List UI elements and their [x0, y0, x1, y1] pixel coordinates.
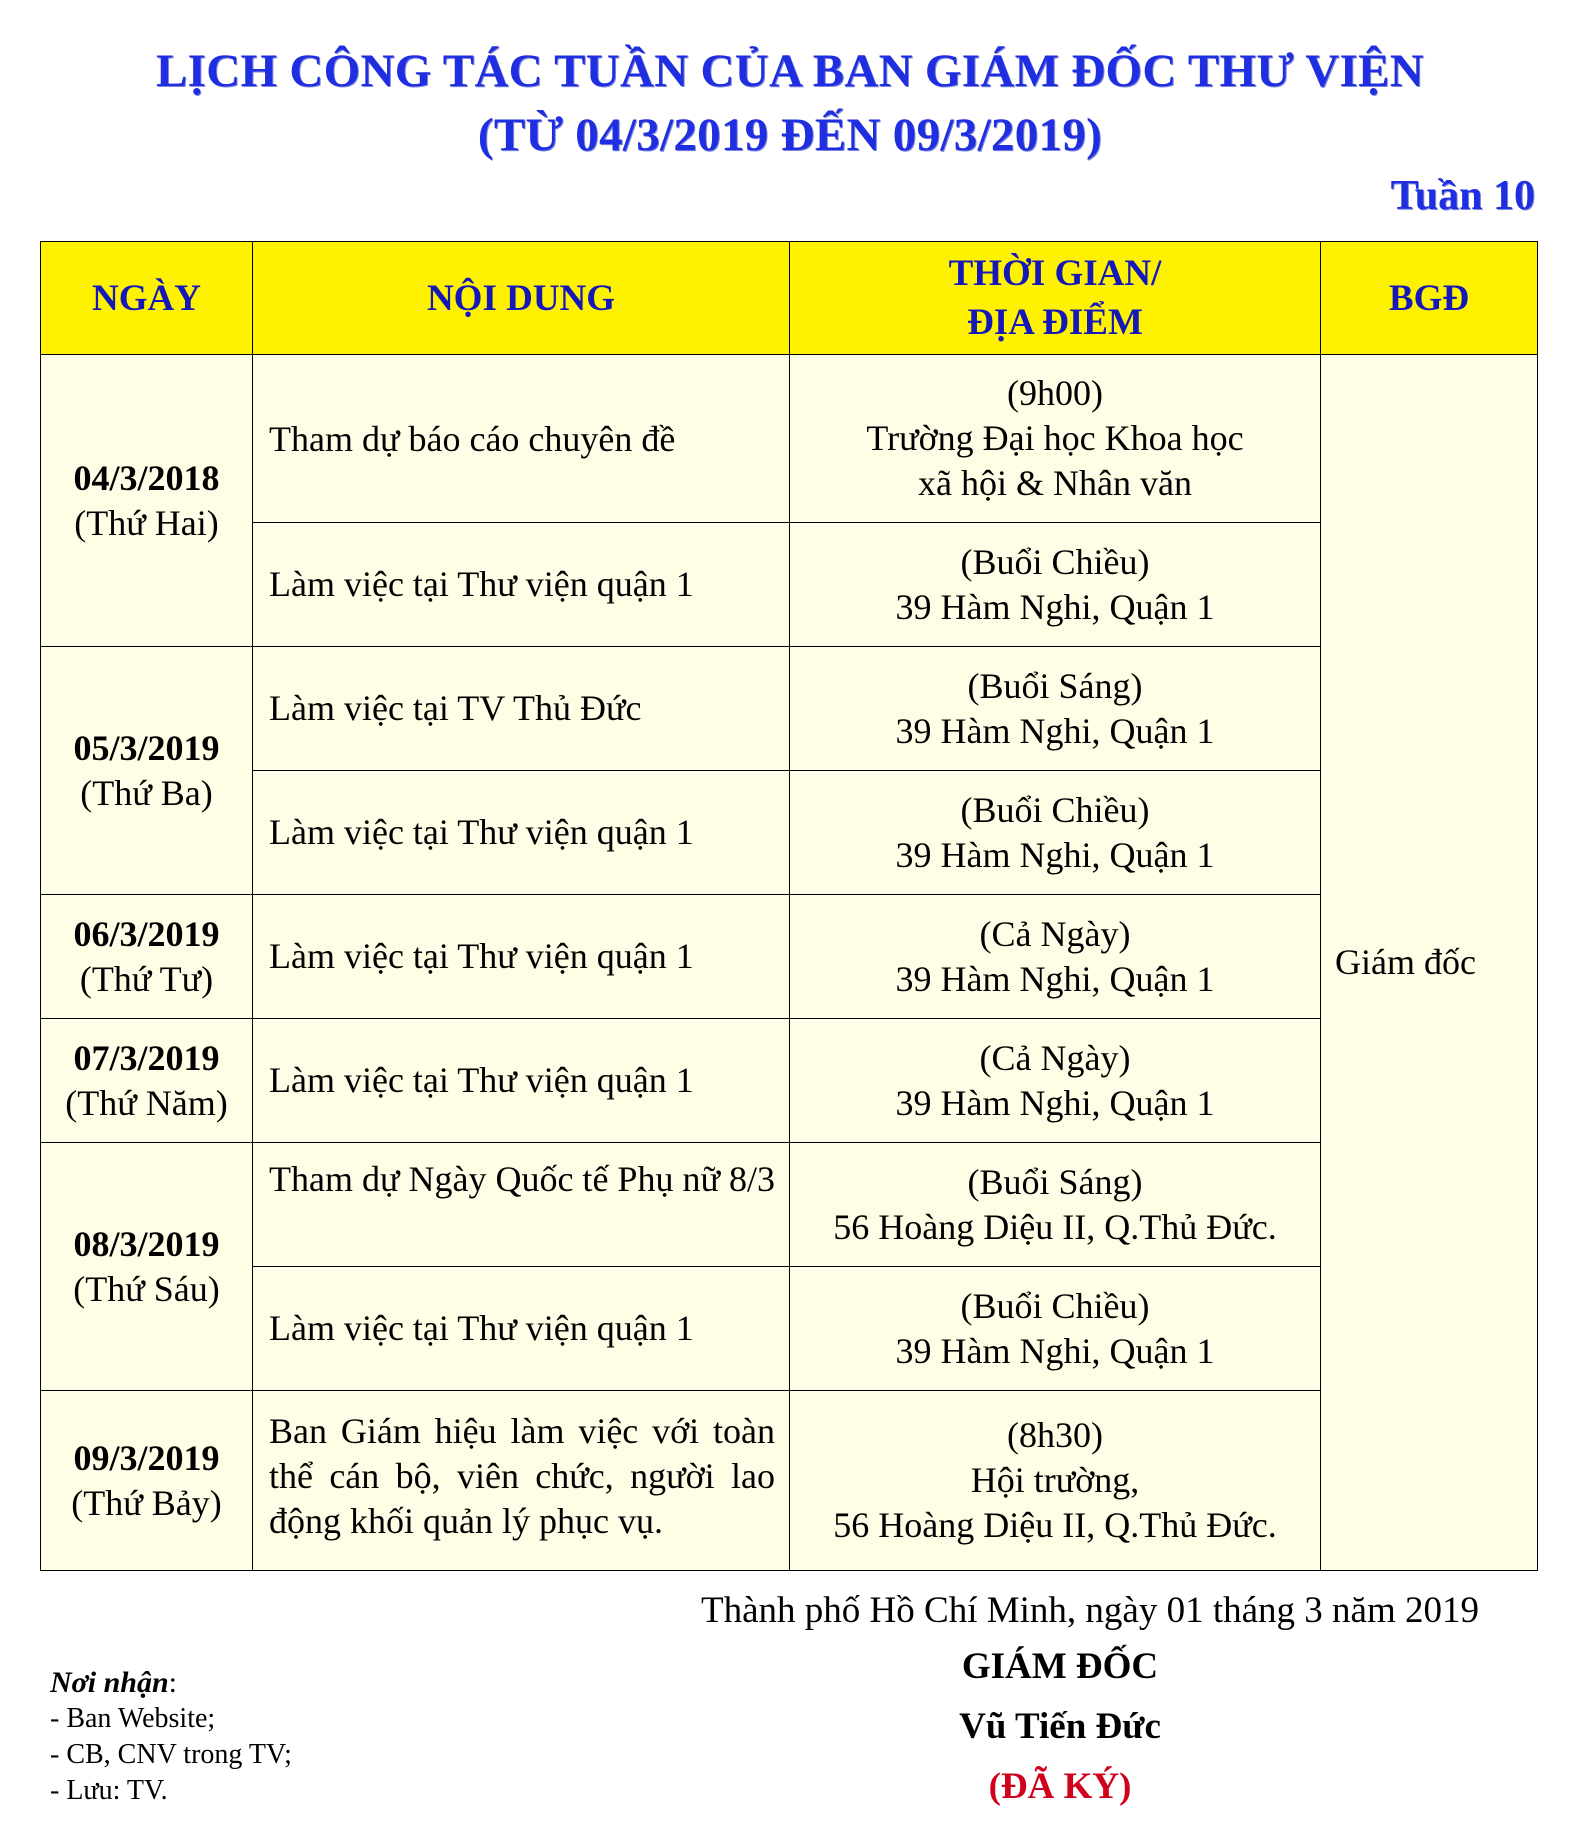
time-value: (8h30)	[1007, 1415, 1103, 1455]
table-row	[41, 1143, 1538, 1267]
date-value: 09/3/2019	[73, 1437, 220, 1478]
date-value: 06/3/2019	[73, 913, 220, 954]
table-row	[41, 647, 1538, 771]
place-line1: 56 Hoàng Diệu II, Q.Thủ Đức.	[833, 1206, 1277, 1247]
table-row	[41, 771, 1538, 895]
table-row	[41, 1391, 1538, 1571]
content-cell: Ban Giám hiệu làm việc với toàn thể cán bộ, viên chức, người lao động khối quản lý phục vụ.	[253, 1391, 790, 1571]
time-value: (Buổi Sáng)	[967, 1161, 1143, 1202]
place-line2: 56 Hoàng Diệu II, Q.Thủ Đức.	[833, 1505, 1277, 1545]
table-row	[41, 523, 1538, 647]
signer-title: GIÁM ĐỐC	[961, 1646, 1159, 1687]
place-line1: Trường Đại học Khoa học	[866, 418, 1244, 458]
signed-status: (ĐÃ KÝ)	[988, 1766, 1132, 1807]
content-cell: Làm việc tại Thư viện quận 1	[253, 1019, 790, 1143]
header-bgd: BGĐ	[1321, 242, 1538, 355]
weekday-value: (Thứ Sáu)	[73, 1268, 220, 1309]
header-time-place	[790, 242, 1321, 355]
content-cell: Làm việc tại TV Thủ Đức	[253, 647, 790, 771]
time-value: (Buổi Sáng)	[967, 665, 1143, 706]
time-place-cell	[790, 1019, 1321, 1143]
document-title: LỊCH CÔNG TÁC TUẦN CỦA BAN GIÁM ĐỐC THƯ VIỆN	[156, 45, 1424, 97]
header-date: NGÀY	[41, 242, 253, 355]
date-cell	[41, 1019, 253, 1143]
weekday-value: (Thứ Tư)	[79, 958, 214, 999]
date-cell	[41, 1391, 253, 1571]
date-value: 08/3/2019	[73, 1223, 220, 1264]
recipient-item: - Lưu: TV.	[50, 1775, 168, 1806]
time-place-cell	[790, 1267, 1321, 1391]
bgd-cell: Giám đốc	[1321, 355, 1538, 1571]
content-cell: Tham dự Ngày Quốc tế Phụ nữ 8/3	[253, 1143, 790, 1267]
content-cell: Tham dự báo cáo chuyên đề	[253, 355, 790, 523]
place-line1: 39 Hàm Nghi, Quận 1	[895, 1082, 1215, 1123]
time-value: (Buổi Chiều)	[960, 789, 1150, 830]
content-cell: Làm việc tại Thư viện quận 1	[253, 771, 790, 895]
recipients-block	[50, 1665, 292, 1809]
document-date-range: (TỪ 04/3/2019 ĐẾN 09/3/2019)	[477, 109, 1103, 161]
recipient-item: - Ban Website;	[50, 1703, 216, 1734]
time-place-cell	[790, 895, 1321, 1019]
header-time-line1: THỜI GIAN/	[948, 253, 1162, 294]
weekday-value: (Thứ Ba)	[80, 772, 213, 813]
header-time-line2: ĐỊA ĐIỂM	[967, 302, 1143, 343]
time-place-cell	[790, 771, 1321, 895]
table-row	[41, 1267, 1538, 1391]
table-row	[41, 895, 1538, 1019]
place-line1: 39 Hàm Nghi, Quận 1	[895, 1330, 1215, 1371]
time-place-cell	[790, 1391, 1321, 1571]
place-date-line: Thành phố Hồ Chí Minh, ngày 01 tháng 3 năm 2019	[701, 1590, 1479, 1631]
date-cell	[41, 647, 253, 895]
recipients-colon: :	[168, 1666, 177, 1699]
time-value: (Cả Ngày)	[979, 1037, 1131, 1078]
content-cell: Làm việc tại Thư viện quận 1	[253, 523, 790, 647]
recipients-heading	[50, 1665, 292, 1701]
date-cell	[41, 895, 253, 1019]
place-line1: 39 Hàm Nghi, Quận 1	[895, 958, 1215, 999]
schedule-table	[40, 241, 1538, 1571]
table-header-row	[41, 242, 1538, 355]
content-cell: Làm việc tại Thư viện quận 1	[253, 1267, 790, 1391]
time-place-cell	[790, 647, 1321, 771]
date-cell	[41, 1143, 253, 1391]
place-line1: 39 Hàm Nghi, Quận 1	[895, 834, 1215, 875]
place-line2: xã hội & Nhân văn	[918, 463, 1192, 503]
weekday-value: (Thứ Bảy)	[71, 1482, 222, 1523]
week-number: Tuần 10	[1390, 173, 1535, 219]
place-line1: Hội trường,	[970, 1460, 1140, 1500]
recipient-item: - CB, CNV trong TV;	[50, 1739, 292, 1770]
header-content: NỘI DUNG	[253, 242, 790, 355]
date-value: 05/3/2019	[73, 727, 220, 768]
time-place-cell	[790, 355, 1321, 523]
table-row	[41, 1019, 1538, 1143]
date-cell	[41, 355, 253, 647]
time-value: (Buổi Chiều)	[960, 1285, 1150, 1326]
weekday-value: (Thứ Hai)	[74, 502, 219, 543]
signer-name: Vũ Tiến Đức	[959, 1706, 1161, 1747]
time-value: (9h00)	[1007, 373, 1103, 413]
date-value: 04/3/2018	[73, 457, 220, 498]
time-place-cell	[790, 1143, 1321, 1267]
date-value: 07/3/2019	[73, 1037, 220, 1078]
place-line1: 39 Hàm Nghi, Quận 1	[895, 710, 1215, 751]
content-cell: Làm việc tại Thư viện quận 1	[253, 895, 790, 1019]
table-row	[41, 355, 1538, 523]
time-place-cell	[790, 523, 1321, 647]
time-value: (Cả Ngày)	[979, 913, 1131, 954]
time-value: (Buổi Chiều)	[960, 541, 1150, 582]
weekday-value: (Thứ Năm)	[65, 1082, 228, 1123]
place-line1: 39 Hàm Nghi, Quận 1	[895, 586, 1215, 627]
recipients-label: Nơi nhận	[50, 1666, 169, 1699]
